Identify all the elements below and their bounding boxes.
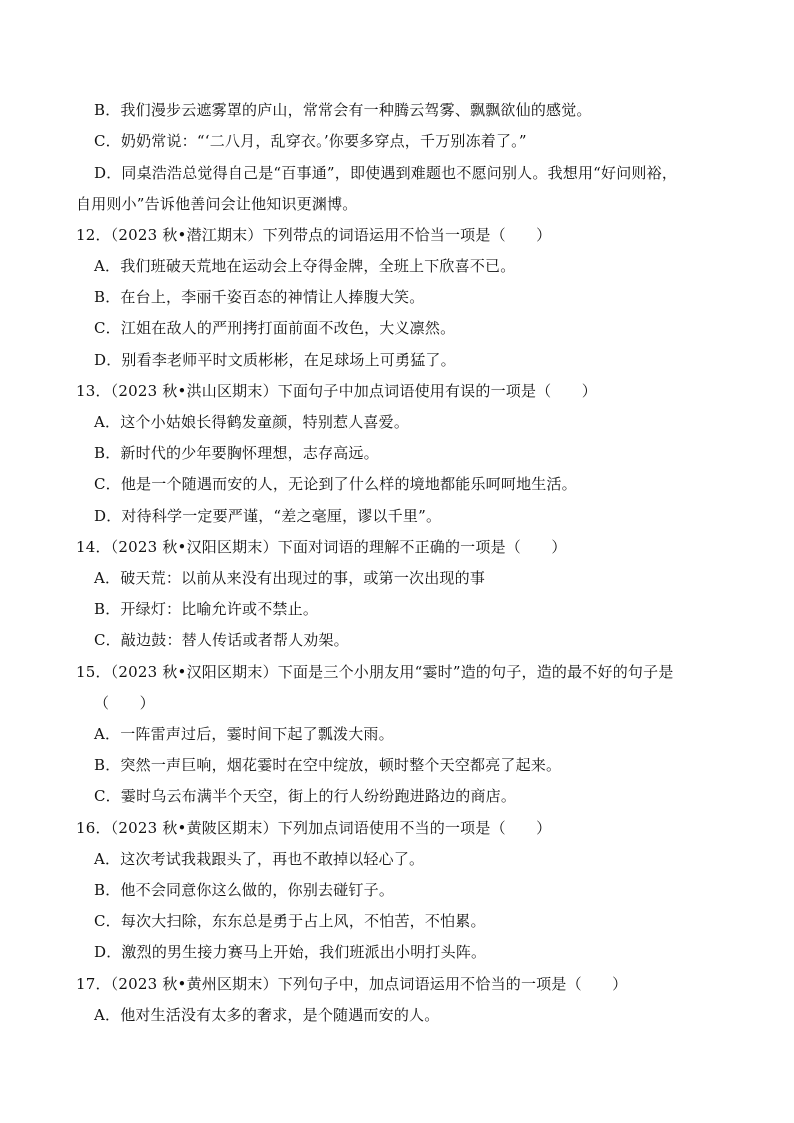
option-line: C．江姐在敌人的严刑拷打面前面不改色，大义凛然。 [94,319,456,337]
question-12: 12．（2023 秋•潜江期末）下列带点的词语运用不恰当一项是（ ） [76,226,552,244]
question-17: 17．（2023 秋•黄州区期末）下列句子中，加点词语运用不恰当的一项是（ ） [76,975,628,993]
option-line: B．开绿灯：比喻允许或不禁止。 [94,600,319,618]
option-line: C．他是一个随遇而安的人，无论到了什么样的境地都能乐呵呵地生活。 [94,475,577,493]
answer-bracket: （ ） [94,694,155,712]
option-line: D．激烈的男生接力赛马上开始，我们班派出小明打头阵。 [94,943,487,961]
option-line: B．突然一声巨响，烟花霎时在空中绽放，顿时整个天空都亮了起来。 [94,756,562,774]
option-line-continued: 自用则小”告诉他善问会让他知识更渊博。 [76,195,358,213]
option-line: A．他对生活没有太多的奢求，是个随遇而安的人。 [94,1006,440,1024]
option-line: D．同桌浩浩总觉得自己是“百事通”，即使遇到难题也不愿问别人。我想用“好问则裕， [94,164,678,182]
question-16: 16．（2023 秋•黄陂区期末）下列加点词语使用不当的一项是（ ） [76,819,552,837]
question-13: 13．（2023 秋•洪山区期末）下面句子中加点词语使用有误的一项是（ ） [76,382,597,400]
option-line: B．新时代的少年要胸怀理想，志存高远。 [94,444,379,462]
question-15: 15．（2023 秋•汉阳区期末）下面是三个小朋友用“霎时”造的句子，造的最不好的句子是 [76,663,674,681]
option-line: C．霎时乌云布满半个天空，街上的行人纷纷跑进路边的商店。 [94,787,517,805]
option-line: A．这个小姑娘长得鹤发童颜，特别惹人喜爱。 [94,413,410,431]
question-14: 14．（2023 秋•汉阳区期末）下面对词语的理解不正确的一项是（ ） [76,538,567,556]
option-line: A．破天荒：以前从来没有出现过的事，或第一次出现的事 [94,569,486,587]
option-line: C．敲边鼓：替人传话或者帮人劝架。 [94,631,349,649]
option-line: B．他不会同意你这么做的，你别去碰钉子。 [94,881,395,899]
option-line: B．在台上，李丽千姿百态的神情让人捧腹大笑。 [94,288,425,306]
option-line: A．我们班破天荒地在运动会上夺得金牌，全班上下欣喜不已。 [94,257,516,275]
option-line: D．别看李老师平时文质彬彬，在足球场上可勇猛了。 [94,351,456,369]
option-line: B．我们漫步云遮雾罩的庐山，常常会有一种腾云驾雾、飘飘欲仙的感觉。 [94,101,592,119]
option-line: D．对待科学一定要严谨，“差之毫厘，谬以千里”。 [94,507,442,525]
option-line: A．这次考试我栽跟头了，再也不敢掉以轻心了。 [94,850,425,868]
option-line: A．一阵雷声过后，霎时间下起了瓢泼大雨。 [94,725,394,743]
option-line: C．每次大扫除，东东总是勇于占上风，不怕苦，不怕累。 [94,912,486,930]
option-line: C．奶奶常说：“‘二八月，乱穿衣。’你要多穿点，千万别冻着了。” [94,132,527,150]
